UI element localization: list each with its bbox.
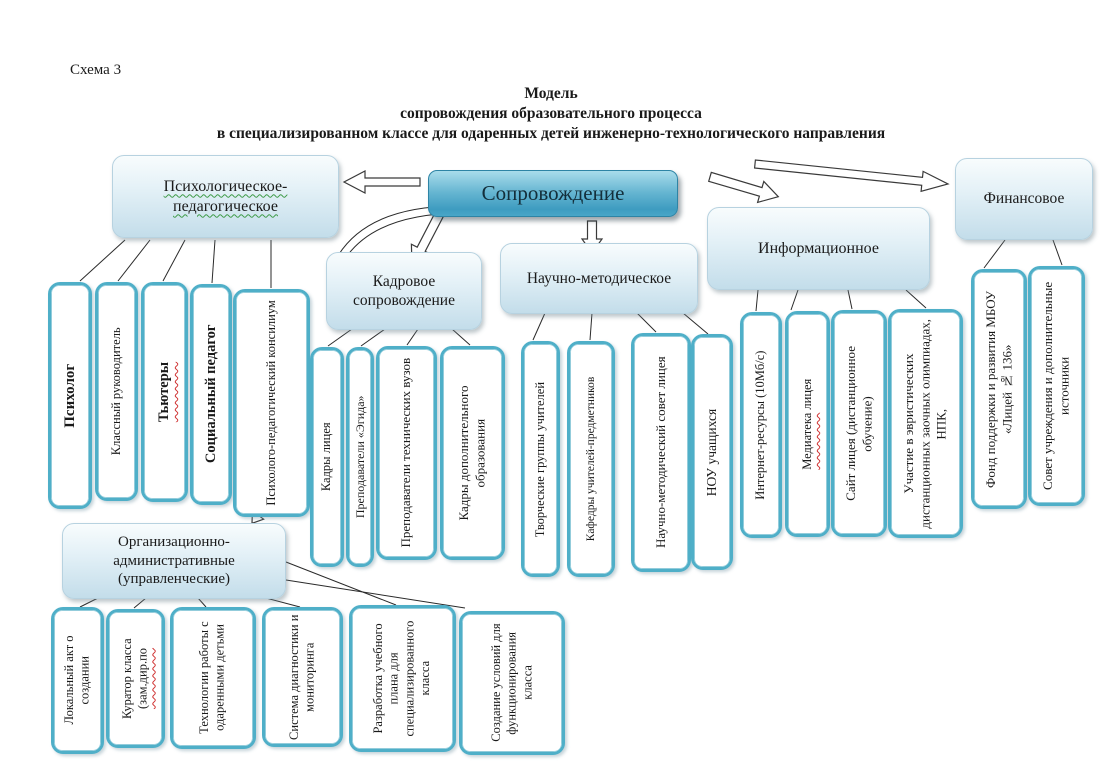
title-line-2: сопровождения образовательного процесса [400, 105, 702, 122]
media-library-rest: лицея [799, 378, 814, 413]
node-financial [955, 158, 1093, 240]
class-teacher-box: Классный руководитель [95, 282, 138, 501]
institution-council-box: Совет учреждения и дополнительные источники [1028, 266, 1085, 506]
media-library-box [785, 311, 830, 537]
internet-resources-box: Интернет-ресурсы (10Мб/с) [740, 312, 782, 538]
node-organizational [62, 523, 286, 599]
connector-line [361, 329, 385, 346]
connector-line [118, 240, 150, 281]
connector-line [848, 290, 852, 309]
connector-line [906, 290, 926, 308]
connector-line [452, 329, 470, 345]
support-fund-box: Фонд поддержки и развития МБОУ «Лицей № 136» [971, 269, 1027, 509]
tech-university-teachers-box: Преподаватели технических вузов [376, 346, 437, 560]
lyceum-staff-box: Кадры лицея [310, 347, 344, 567]
connector-line [984, 240, 1005, 268]
node-financial-label: Финансовое [983, 190, 1065, 208]
tutors-box: Тьютеры [141, 282, 188, 502]
diagram-title [68, 84, 1034, 144]
connector-line [286, 580, 465, 608]
connector-line [212, 240, 215, 283]
connector-line [198, 598, 206, 607]
connector-line [590, 313, 592, 340]
scheme-label: Схема 3 [70, 62, 122, 78]
connector-line [80, 598, 98, 607]
lyceum-site-box: Сайт лицея (дистанционное обучение) [831, 310, 887, 537]
nou-students-box: НОУ учащихся [691, 334, 733, 570]
curator-marked-text: (зам.дир.по [135, 647, 150, 710]
center-node-label: Сопровождение [481, 181, 625, 205]
connector-line [163, 240, 185, 281]
connector-line [1053, 240, 1062, 265]
extra-education-staff-box: Кадры дополнительного образования [440, 346, 505, 560]
diagnostics-monitoring-box: Система диагностики и мониторинга [262, 607, 343, 747]
connector-line [637, 313, 656, 332]
node-personnel [326, 252, 482, 330]
center-node [428, 170, 678, 217]
olympiad-participation-box: Участие в эвристических дистанционных заочных олимпиадах, НПК, [888, 309, 963, 538]
connector-line [80, 240, 125, 281]
media-library-word: Медиатека [799, 412, 814, 470]
class-conditions-box: Создание условий для функционирования класса [459, 611, 565, 755]
psychologist-box: Психолог [48, 282, 92, 509]
node-scientific-label: Научно-методическое [526, 269, 672, 287]
node-psychological-label: Психологическое-педагогическое [163, 177, 288, 215]
arrow-to-financial [755, 160, 948, 191]
title-line-3: в специализированном классе для одаренных детей инженерно-технологического направления [216, 125, 886, 142]
node-organizational-label: Организационно-административные (управленческие) [113, 533, 235, 588]
connector-line [407, 329, 418, 345]
subject-departments-box: Кафедры учителей-предметников [567, 341, 615, 577]
connector-line [756, 290, 758, 311]
social-pedagogue-box: Социальный педагог [190, 284, 232, 505]
methodical-council-box: Научно-методический совет лицея [631, 333, 691, 572]
connector-line [791, 290, 798, 310]
connector-line [683, 313, 708, 334]
connector-line [286, 562, 396, 605]
curator-text: Куратор класса [119, 638, 134, 719]
node-informational [707, 207, 930, 290]
node-psychological [112, 155, 339, 238]
arrow-to-psychological [344, 171, 420, 193]
connector-line [134, 598, 146, 608]
local-act-box: Локальный акт о создании [51, 607, 104, 754]
curriculum-development-box: Разработка учебного плана для специализированного класса [349, 605, 456, 752]
egida-teachers-box: Преподаватели «Эгида» [346, 347, 374, 567]
node-scientific [500, 243, 698, 314]
connector-line [533, 313, 545, 340]
creative-groups-box: Творческие группы учителей [521, 341, 560, 577]
class-curator-box [106, 609, 165, 748]
gifted-work-technologies-box: Технологии работы с одаренными детьми [170, 607, 256, 749]
node-personnel-label: Кадровое сопровождение [353, 272, 455, 309]
node-informational-label: Информационное [758, 239, 879, 257]
consilium-box: Психолого-педагогический консилиум [233, 289, 310, 517]
connector-line [328, 329, 352, 346]
arrow-to-informational [709, 172, 779, 202]
title-line-1: Модель [524, 85, 578, 102]
